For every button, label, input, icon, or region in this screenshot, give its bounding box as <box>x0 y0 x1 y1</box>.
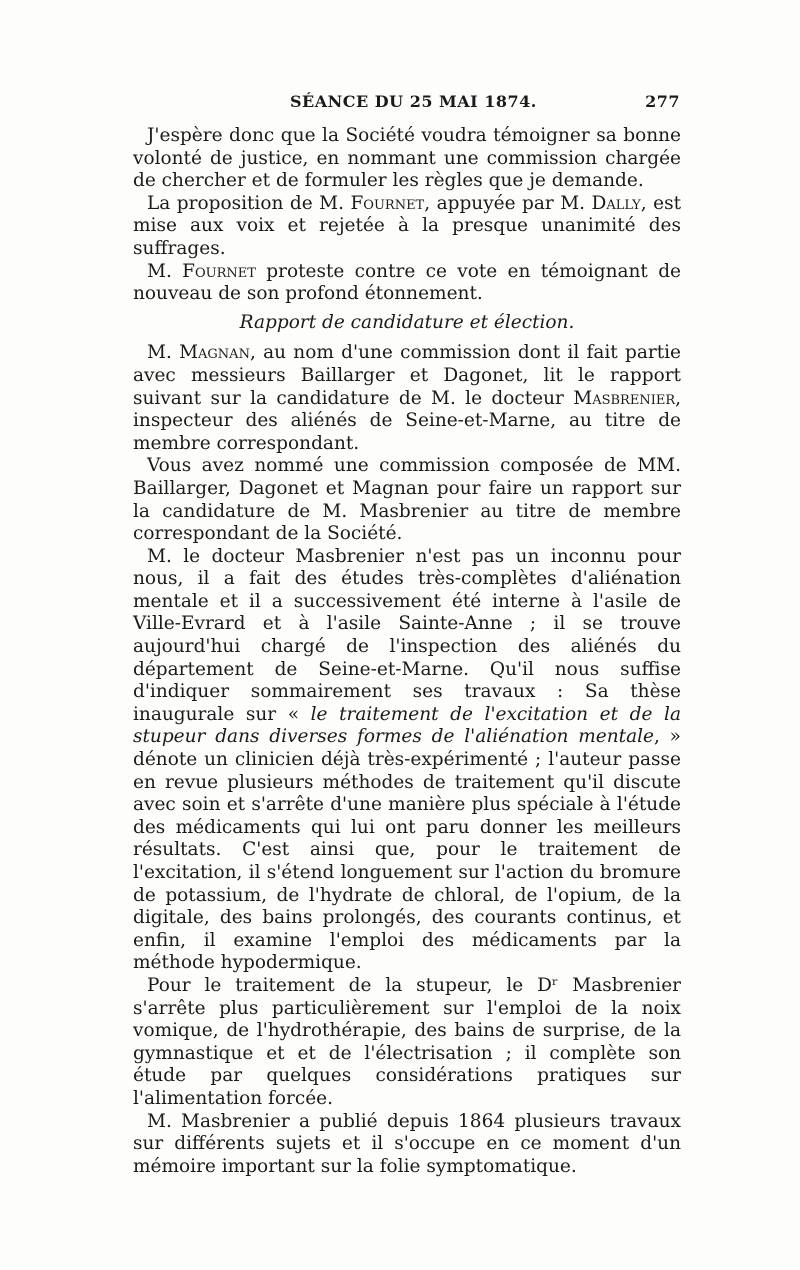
paragraph-4 <box>133 342 681 455</box>
name-fournet: Fournet <box>350 192 425 214</box>
text-span: M. <box>147 342 180 364</box>
section-heading: Rapport de candidature et élection. <box>239 311 575 333</box>
paragraph-8: M. Masbrenier a publié depuis 1864 plusieurs travaux sur différents sujets et il s'occupe en ce moment d'un mémoire important sur la folie symptomatique. <box>133 1110 681 1177</box>
text-span: , au nom d'une commission dont il fait partie avec messieurs Baillarger et Dagonet, lit le rapport suivant sur la candidature de M. le docteur <box>133 342 681 409</box>
text-span: , appuyée par M. <box>424 192 592 214</box>
name-dally: Dally <box>591 192 641 214</box>
running-header <box>135 92 680 118</box>
thesis-title: le traitement de l'excitation et de la stupeur dans diverses formes de l'aliénation mentale <box>133 703 681 748</box>
text-span: , » dénote un clinicien déjà très-expérimenté ; l'auteur passe en revue plusieurs méthodes de traitement qu'il discute avec soin et s'arrête d'une manière plus spéciale à l'étude des médicaments qui lui ont paru donner les meilleurs résultats. C'est ainsi que, pour le traitement de l'excitation, il s'étend longuement sur l'action du bromure de potassium, de l'hydrate de chloral, de l'opium, de la digitale, des bains prolongés, des courants continus, et enfin, il examine l'emploi des médicaments par la méthode hypodermique. <box>133 726 681 974</box>
paragraph-2 <box>133 193 681 261</box>
body-text <box>133 125 681 1178</box>
name-fournet-2: Fournet <box>182 260 256 282</box>
paragraph-1: J'espère donc que la Société voudra témoigner sa bonne volonté de justice, en nommant une commission chargée de chercher et de formuler les règles que je demande. <box>133 125 681 192</box>
paragraph-7: Pour le traitement de la stupeur, le Dʳ Masbrenier s'arrête plus particulièrement sur l'emploi de la noix vomique, de l'hydrothérapie, des bains de surprise, de la gymnastique et et de l'électrisation ; il complète son étude par quelques considérations pratiques sur l'alimentation forcée. <box>133 974 681 1109</box>
text-span: proteste contre ce vote en témoignant de nouveau de son profond étonnement. <box>133 260 681 305</box>
name-magnan: Magnan <box>179 342 250 364</box>
text-span: La proposition de M. <box>147 192 351 214</box>
header-title: SÉANCE DU 25 MAI 1874. <box>290 92 537 111</box>
text-span: , inspecteur des aliénés de Seine-et-Marne, au titre de membre correspondant. <box>133 387 681 454</box>
name-masbrenier: Masbrenier <box>573 387 676 409</box>
page-number: 277 <box>645 92 680 111</box>
paragraph-6 <box>133 546 681 975</box>
text-span: M. le docteur Masbrenier n'est pas un inconnu pour nous, il a fait des études très-complètes d'aliénation mentale et il a successivement été interne à l'asile de Ville-Evrard et à l'asile Sainte-Anne ; il se trouve aujourd'hui chargé de l'inspection des aliénés du département de Seine-et-Marne. Qu'il nous suffise d'indiquer sommairement ses travaux : Sa thèse inaugurale sur « <box>133 545 681 725</box>
paragraph-3 <box>133 261 681 306</box>
text-span: M. <box>147 260 183 282</box>
text-span: , est mise aux voix et rejetée à la presque unanimité des suffrages. <box>133 192 682 259</box>
paragraph-5: Vous avez nommé une commission composée de MM. Baillarger, Dagonet et Magnan pour faire un rapport sur la candidature de M. Masbrenier au titre de membre correspondant de la Société. <box>133 455 681 545</box>
